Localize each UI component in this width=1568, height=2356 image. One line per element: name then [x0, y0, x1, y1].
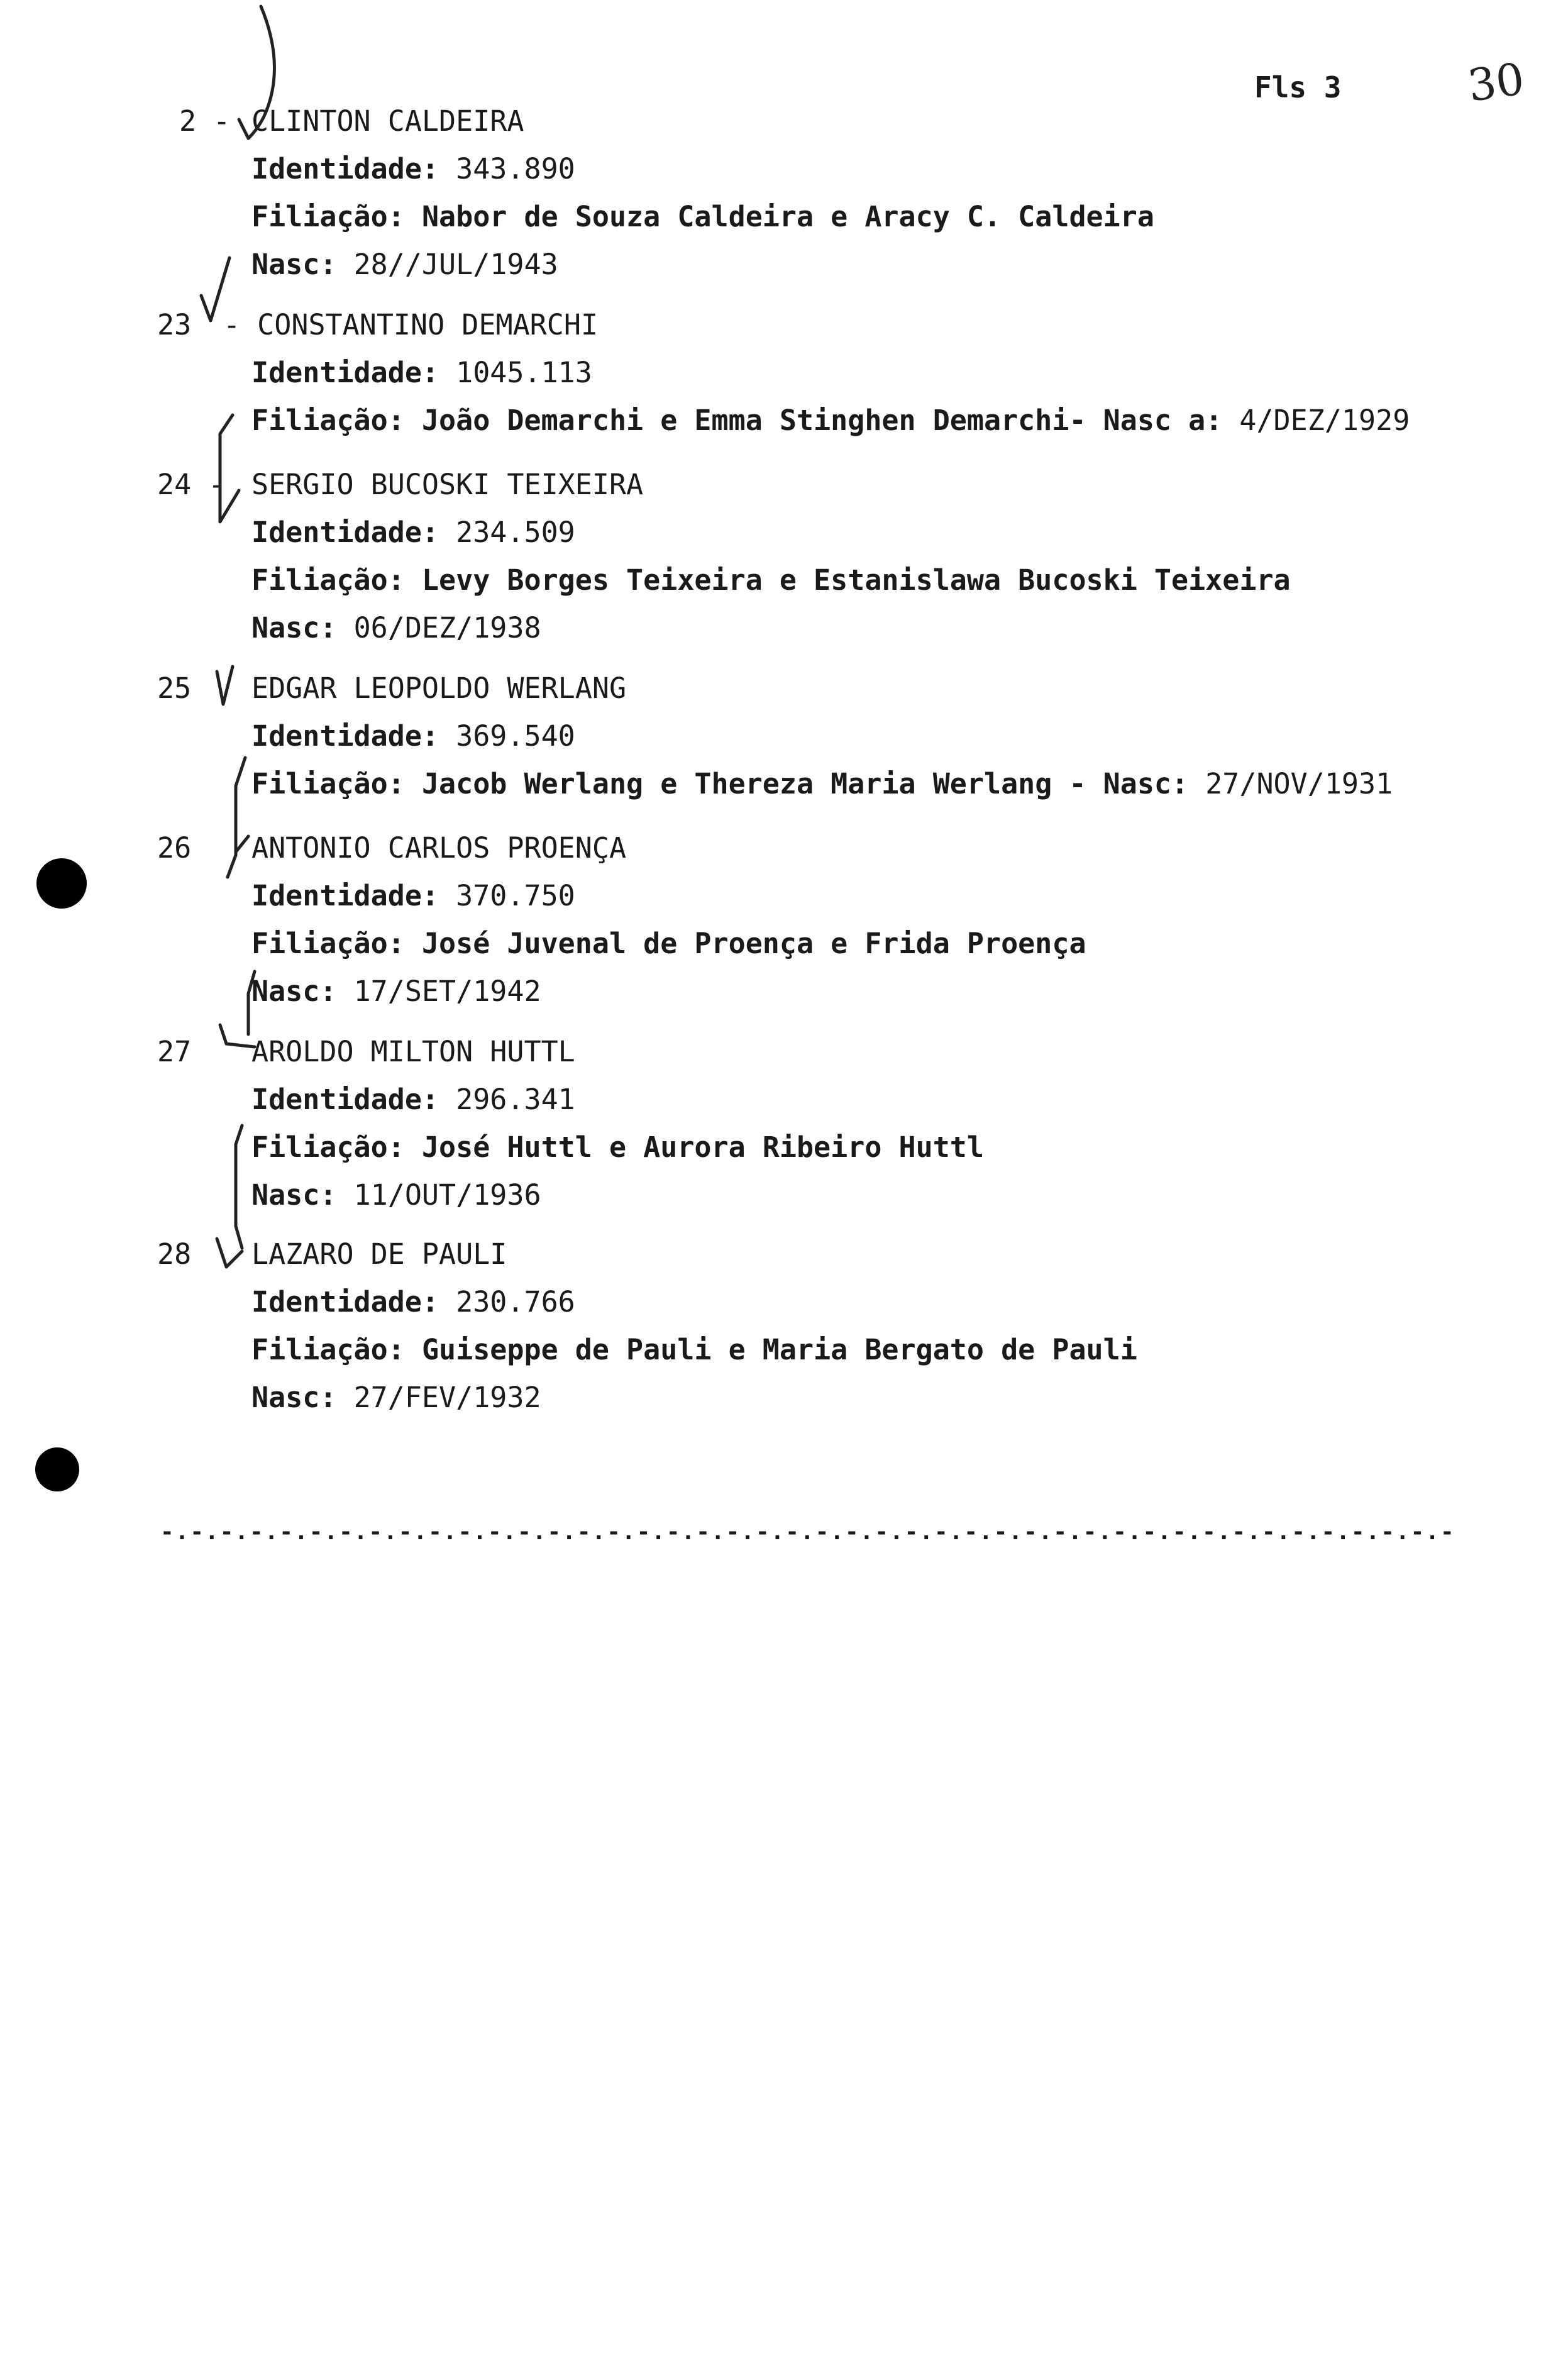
identidade-label: Identidade: — [251, 1083, 439, 1116]
nasc-value: 27/NOV/1931 — [1205, 767, 1393, 800]
filiacao-value: Jacob Werlang e Thereza Maria Werlang - Nasc: — [421, 767, 1189, 800]
filiacao-value: José Juvenal de Proença e Frida Proença — [421, 927, 1086, 960]
bracket-entry-26 — [228, 758, 245, 877]
folio-number: Fls 3 — [1254, 70, 1342, 104]
filiacao-label: Filiação: — [251, 767, 405, 800]
nasc-label: Nasc: — [251, 1381, 337, 1414]
identidade-value: 234.509 — [456, 516, 575, 549]
identidade-label: Identidade: — [251, 1285, 439, 1319]
nasc-value: 28//JUL/1943 — [353, 248, 558, 281]
nasc-label: Nasc: — [251, 975, 337, 1008]
filiacao-label: Filiação: — [251, 200, 405, 233]
filiacao-value: Nabor de Souza Caldeira e Aracy C. Caldeira — [421, 200, 1154, 233]
entry-number: 2 - — [179, 104, 231, 138]
nasc-value: 11/OUT/1936 — [353, 1178, 541, 1212]
nasc-label: Nasc: — [251, 248, 337, 281]
entry-name: SERGIO BUCOSKI TEIXEIRA — [251, 468, 644, 501]
filiacao-value: Guiseppe de Pauli e Maria Bergato de Pauli — [421, 1333, 1137, 1366]
identidade-value: 369.540 — [456, 719, 575, 753]
entry-name: ANTONIO CARLOS PROENÇA — [251, 831, 627, 865]
entry-name: - CONSTANTINO DEMARCHI — [223, 308, 599, 341]
nasc-value: 17/SET/1942 — [353, 975, 541, 1008]
filiacao-value: João Demarchi e Emma Stinghen Demarchi- Nasc a: — [421, 404, 1223, 437]
filiacao-label: Filiação: — [251, 1131, 405, 1164]
identidade-value: 370.750 — [456, 879, 575, 912]
filiacao-label: Filiação: — [251, 563, 405, 597]
nasc-value: 06/DEZ/1938 — [353, 611, 541, 644]
identidade-label: Identidade: — [251, 719, 439, 753]
identidade-label: Identidade: — [251, 356, 439, 389]
entry-name: AROLDO MILTON HUTTL — [251, 1035, 575, 1068]
identidade-label: Identidade: — [251, 152, 439, 185]
identidade-label: Identidade: — [251, 879, 439, 912]
check-mark-entry-23 — [201, 258, 229, 321]
bracket-entry-28 — [236, 1125, 242, 1248]
bracket-entry-24 — [220, 415, 239, 522]
entry-name: CLINTON CALDEIRA — [251, 104, 524, 138]
punch-hole-mark — [36, 858, 87, 909]
check-mark-entry-1 — [248, 6, 274, 138]
identidade-value: 296.341 — [456, 1083, 575, 1116]
entry-name: EDGAR LEOPOLDO WERLANG — [251, 672, 627, 705]
nasc-label: Nasc: — [251, 611, 337, 644]
punch-hole-mark — [35, 1447, 79, 1491]
filiacao-label: Filiação: — [251, 404, 405, 437]
check-mark-entry-28 — [217, 1239, 242, 1267]
filiacao-label: Filiação: — [251, 1333, 405, 1366]
entry-number: 27 — [157, 1035, 192, 1068]
filiacao-value: José Huttl e Aurora Ribeiro Huttl — [421, 1131, 984, 1164]
check-mark-entry-27 — [248, 971, 255, 1034]
identidade-value: 230.766 — [456, 1285, 575, 1319]
handwritten-page-number: 30 — [1464, 53, 1528, 112]
filiacao-value: Levy Borges Teixeira e Estanislawa Bucoski Teixeira — [421, 563, 1291, 597]
identidade-value: 343.890 — [456, 152, 575, 185]
dash-dot-separator: -.-.-.-.-.-.-.-.-.-.-.-.-.-.-.-.-.-.-.-.-.-.-.-.-.-.-.-.-.-.-.-.-.-.-.-.-.-.-.-.-.-.-.- — [160, 1519, 1455, 1545]
entry-name: LAZARO DE PAULI — [251, 1237, 507, 1271]
nasc-label: Nasc: — [251, 1178, 337, 1212]
identidade-label: Identidade: — [251, 516, 439, 549]
entry-number: 28 — [157, 1237, 192, 1271]
entry-number: 25 — [157, 672, 192, 705]
entry-number: 23 — [157, 308, 192, 341]
nasc-value: 27/FEV/1932 — [353, 1381, 541, 1414]
filiacao-label: Filiação: — [251, 927, 405, 960]
entry-number: 26 — [157, 831, 192, 865]
check-mark-entry-25 — [217, 666, 233, 704]
identidade-value: 1045.113 — [456, 356, 592, 389]
entry-number: 24 - — [157, 468, 226, 501]
nasc-value: 4/DEZ/1929 — [1239, 404, 1410, 437]
